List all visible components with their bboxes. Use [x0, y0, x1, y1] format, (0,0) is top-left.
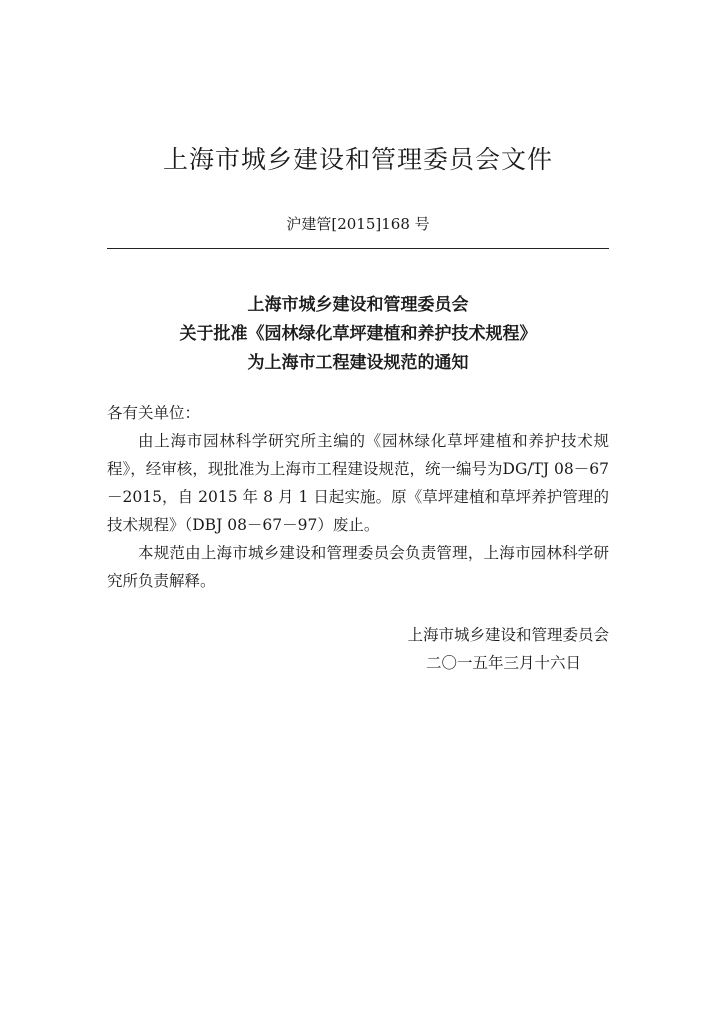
- notice-title-line-2: 关于批准《园林绿化草坪建植和养护技术规程》: [179, 324, 537, 344]
- body-paragraph-2: 本规范由上海市城乡建设和管理委员会负责管理，上海市园林科学研究所负责解释。: [107, 544, 609, 590]
- signature-date: 二〇一五年三月十六日: [425, 654, 581, 672]
- header-divider: [107, 248, 609, 249]
- notice-title-line-1: 上海市城乡建设和管理委员会: [247, 295, 469, 315]
- document-issuer-title: 上海市城乡建设和管理委员会文件: [162, 145, 553, 174]
- notice-body: [107, 399, 609, 595]
- body-paragraph-1: 由上海市园林科学研究所主编的《园林绿化草坪建植和养护技术规程》，经审核，现批准为上海市工程建设规范，统一编号为DG/TJ 08－67－2015，自 2015 年 8 月 1 日起实施。原《草坪建植和草坪养护管理的技术规程》（DBJ 08－67－97）废止。: [107, 432, 609, 534]
- notice-title: [0, 291, 716, 378]
- notice-title-line-3: 为上海市工程建设规范的通知: [247, 353, 469, 373]
- document-number: 沪建管[2015]168 号: [286, 215, 430, 233]
- salutation: 各有关单位：: [107, 404, 201, 422]
- signature-organization: 上海市城乡建设和管理委员会: [407, 626, 609, 644]
- signature-block: [107, 621, 609, 677]
